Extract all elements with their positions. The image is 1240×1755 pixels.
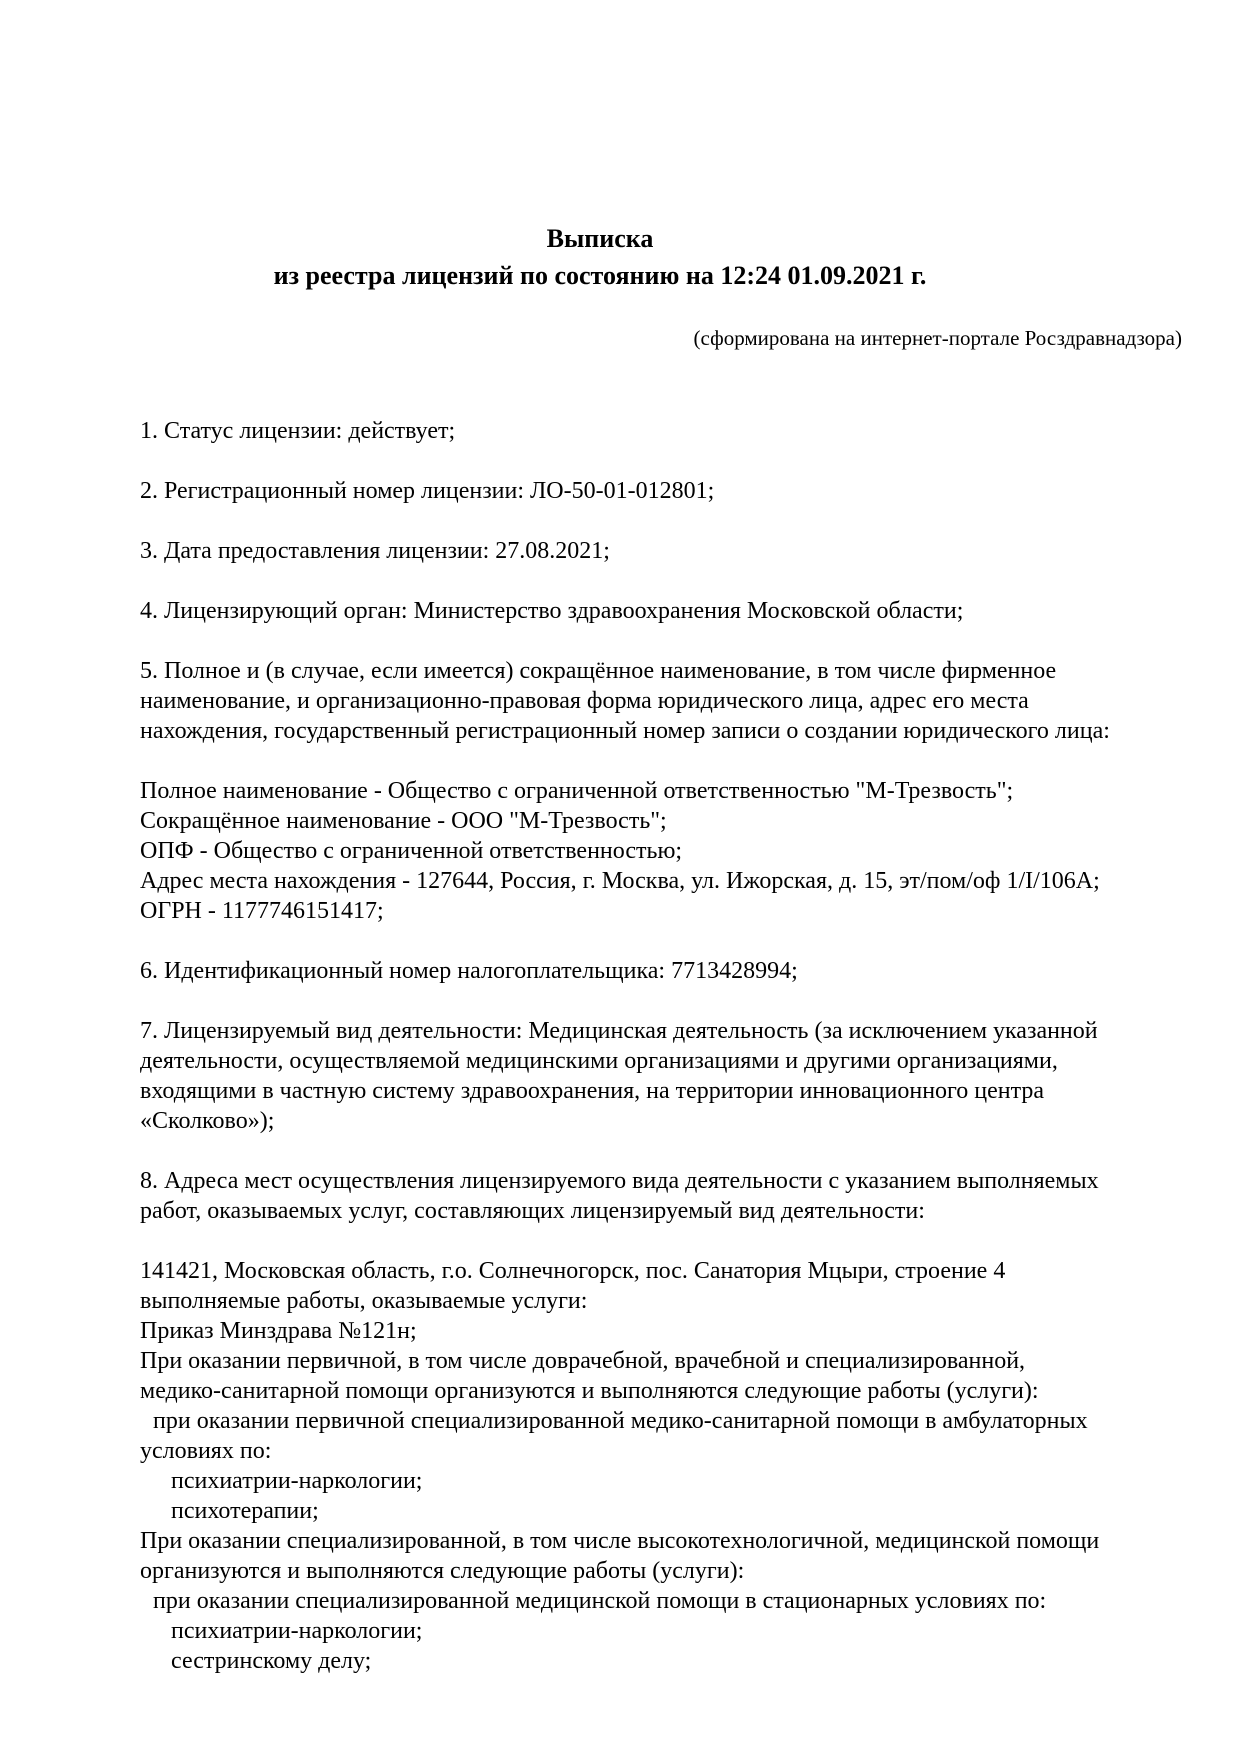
blank-line — [140, 926, 1210, 956]
document-line: наименование, и организационно-правовая форма юридического лица, адрес его места — [140, 688, 1029, 714]
document-line: при оказании первичной специализированной медико-санитарной помощи в амбулаторных — [153, 1408, 1088, 1434]
document-line: 5. Полное и (в случае, если имеется) сокращённое наименование, в том числе фирменное — [140, 658, 1057, 684]
document-line: нахождения, государственный регистрационный номер записи о создании юридического лица: — [140, 718, 1110, 744]
document-line: условиях по: — [140, 1438, 272, 1464]
document-line: 1. Статус лицензии: действует; — [140, 418, 456, 444]
document-line: ОПФ - Общество с ограниченной ответственностью; — [140, 838, 683, 864]
blank-line — [140, 626, 1210, 656]
document-line: деятельности, осуществляемой медицинскими организациями и другими организациями, — [140, 1048, 1058, 1074]
blank-line — [140, 746, 1210, 776]
document-line: при оказании специализированной медицинской помощи в стационарных условиях по: — [153, 1588, 1047, 1614]
document-line: психотерапии; — [171, 1498, 319, 1524]
document-line: сестринскому делу; — [171, 1648, 372, 1674]
document-line: При оказании первичной, в том числе доврачебной, врачебной и специализированной, — [140, 1348, 1026, 1374]
document-line: «Сколково»); — [140, 1108, 275, 1134]
document-line: медико-санитарной помощи организуются и выполняются следующие работы (услуги): — [140, 1378, 1039, 1404]
document-line: работ, оказываемых услуг, составляющих лицензируемый вид деятельности: — [140, 1198, 925, 1224]
blank-line — [140, 506, 1210, 536]
document-line: Приказ Минздрава №121н; — [140, 1318, 417, 1344]
document-body — [140, 416, 1210, 1676]
document-line: Сокращённое наименование - ООО "М-Трезвость"; — [140, 808, 667, 834]
blank-line — [140, 446, 1210, 476]
document-line: 4. Лицензирующий орган: Министерство здравоохранения Московской области; — [140, 598, 964, 624]
document-title-block — [140, 220, 1060, 294]
document-line: 2. Регистрационный номер лицензии: ЛО-50-01-012801; — [140, 478, 715, 504]
document-line: психиатрии-наркологии; — [171, 1618, 423, 1644]
document-line: При оказании специализированной, в том числе высокотехнологичной, медицинской помощи — [140, 1528, 1100, 1554]
document-title-line-2: из реестра лицензий по состоянию на 12:24 01.09.2021 г. — [273, 261, 927, 290]
document-line: Полное наименование - Общество с ограниченной ответственностью "М-Трезвость"; — [140, 778, 1014, 804]
document-line: Адрес места нахождения - 127644, Россия, г. Москва, ул. Ижорская, д. 15, эт/пом/оф 1/I/106А; — [140, 868, 1100, 894]
document-line: ОГРН - 1177746151417; — [140, 898, 384, 924]
document-line: организуются и выполняются следующие работы (услуги): — [140, 1558, 745, 1584]
generation-note: (сформирована на интернет-портале Росздравнадзора) — [693, 326, 1182, 350]
document-line: 3. Дата предоставления лицензии: 27.08.2021; — [140, 538, 610, 564]
document-line: психиатрии-наркологии; — [171, 1468, 423, 1494]
document-line: 141421, Московская область, г.о. Солнечногорск, пос. Санатория Мцыри, строение 4 — [140, 1258, 1006, 1284]
blank-line — [140, 1226, 1210, 1256]
document-line: 7. Лицензируемый вид деятельности: Медицинская деятельность (за исключением указанной — [140, 1018, 1098, 1044]
blank-line — [140, 986, 1210, 1016]
blank-line — [140, 566, 1210, 596]
document-line: 8. Адреса мест осуществления лицензируемого вида деятельности с указанием выполняемых — [140, 1168, 1099, 1194]
document-line: выполняемые работы, оказываемые услуги: — [140, 1288, 588, 1314]
document-title-line-1: Выписка — [546, 224, 654, 253]
document-line: входящими в частную систему здравоохранения, на территории инновационного центра — [140, 1078, 1045, 1104]
blank-line — [140, 1136, 1210, 1166]
document-line: 6. Идентификационный номер налогоплательщика: 7713428994; — [140, 958, 798, 984]
